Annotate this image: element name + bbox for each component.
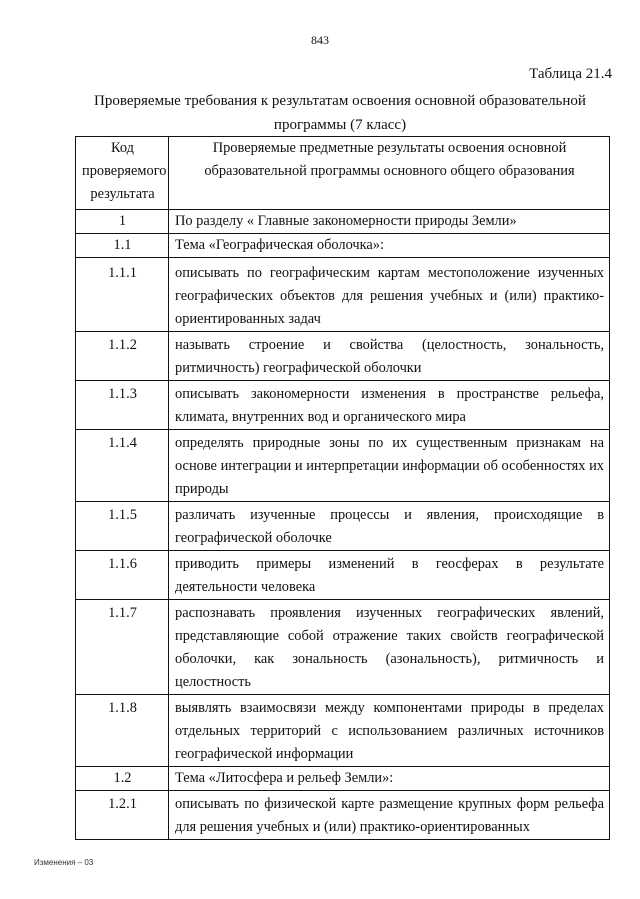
row-text: описывать по географическим картам местоположение изученных географических объектов для решения учебных и (или) практико-ориентированных задач: [169, 258, 610, 332]
table-row: [76, 258, 610, 332]
requirements-table: [75, 136, 610, 840]
row-code: 1.1: [76, 234, 169, 258]
row-text: выявлять взаимосвязи между компонентами природы в пределах отдельных территорий с использованием различных источников географической информации: [169, 695, 610, 767]
row-text: приводить примеры изменений в геосферах в результате деятельности человека: [169, 551, 610, 600]
row-text: Тема «Географическая оболочка»:: [169, 234, 610, 258]
table-caption: Проверяемые требования к результатам освоения основной образовательной программы (7 класс): [94, 93, 586, 133]
table-row: [76, 695, 610, 767]
table-header-row: [76, 137, 610, 210]
footer-note: Изменения – 03: [34, 858, 94, 867]
row-code: 1.1.7: [76, 600, 169, 695]
row-code: 1: [76, 210, 169, 234]
row-text: По разделу « Главные закономерности природы Земли»: [169, 210, 610, 234]
header-code: Код проверяемого результата: [76, 137, 169, 210]
row-text: различать изученные процессы и явления, происходящие в географической оболочке: [169, 502, 610, 551]
row-code: 1.1.2: [76, 332, 169, 381]
table-row: [76, 430, 610, 502]
row-code: 1.1.4: [76, 430, 169, 502]
table-row: [76, 210, 610, 234]
table-row: [76, 551, 610, 600]
table-row: [76, 600, 610, 695]
row-code: 1.2: [76, 767, 169, 791]
row-code: 1.1.5: [76, 502, 169, 551]
row-code: 1.2.1: [76, 791, 169, 840]
table-row: [76, 767, 610, 791]
row-text: описывать закономерности изменения в пространстве рельефа, климата, внутренних вод и органического мира: [169, 381, 610, 430]
table-label: Таблица 21.4: [529, 66, 612, 82]
row-text: распознавать проявления изученных географических явлений, представляющие собой отражение таких свойств географической оболочки, как зональность (азональность), ритмичность и целостность: [169, 600, 610, 695]
row-code: 1.1.3: [76, 381, 169, 430]
table-row: [76, 502, 610, 551]
table-row: [76, 332, 610, 381]
row-text: описывать по физической карте размещение крупных форм рельефа для решения учебных и (или) практико-ориентированных: [169, 791, 610, 840]
row-code: 1.1.6: [76, 551, 169, 600]
table-row: [76, 234, 610, 258]
row-text: Тема «Литосфера и рельеф Земли»:: [169, 767, 610, 791]
table-row: [76, 381, 610, 430]
row-text: определять природные зоны по их существенным признакам на основе интеграции и интерпретации информации об особенностях их природы: [169, 430, 610, 502]
page-number: 843: [311, 33, 329, 47]
table-row: [76, 791, 610, 840]
header-description: Проверяемые предметные результаты освоения основной образовательной программы основного общего образования: [169, 137, 610, 210]
row-text: называть строение и свойства (целостность, зональность, ритмичность) географической оболочки: [169, 332, 610, 381]
row-code: 1.1.8: [76, 695, 169, 767]
row-code: 1.1.1: [76, 258, 169, 332]
